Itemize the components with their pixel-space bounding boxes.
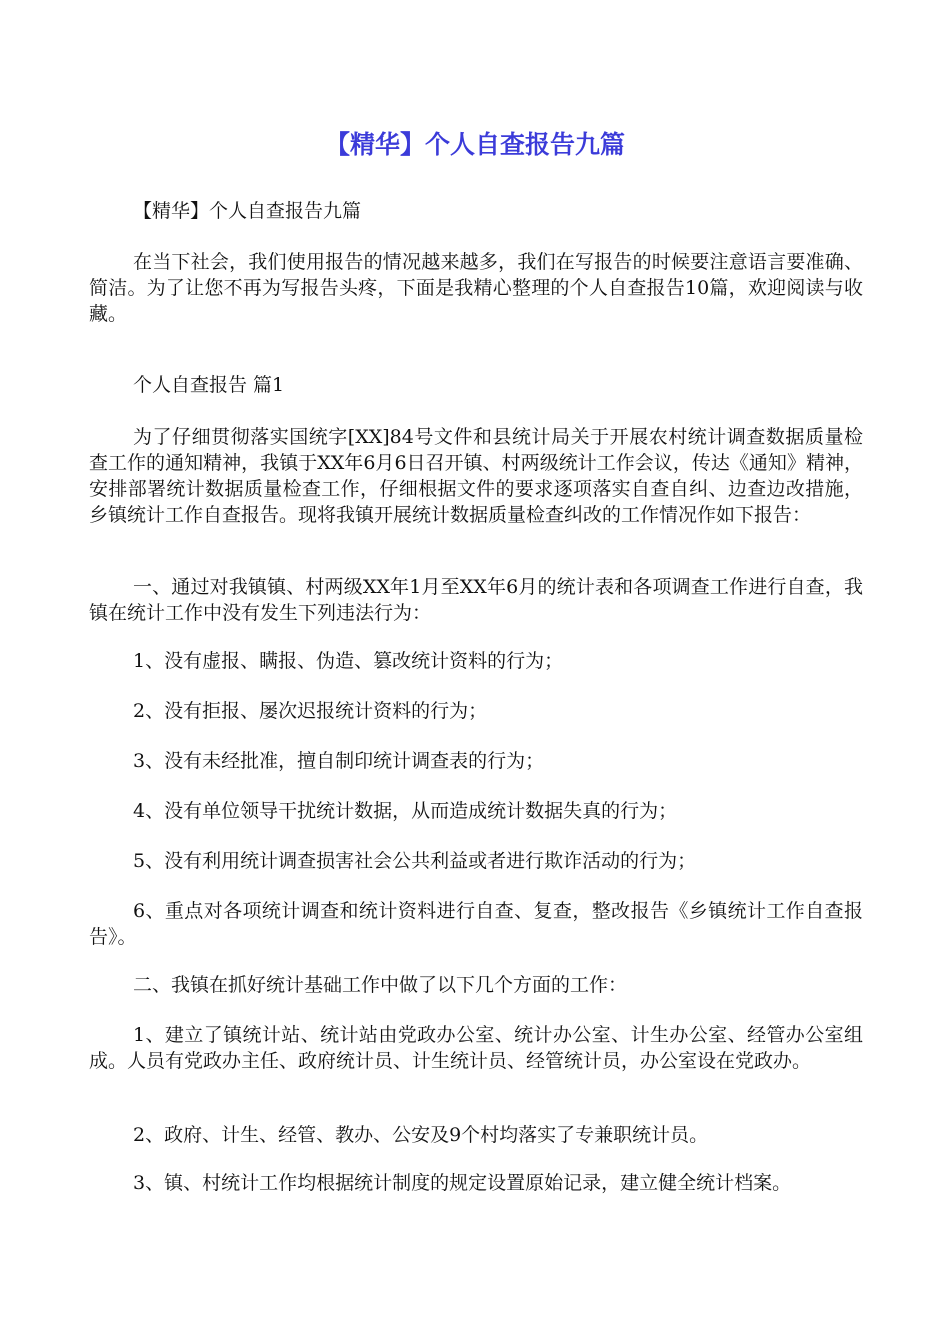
basic-work-item-3: 3、镇、村统计工作均根据统计制度的规定设置原始记录，建立健全统计档案。 — [133, 1172, 792, 1194]
paragraph-self-check: 一、通过对我镇镇、村两级XX年1月至XX年6月的统计表和各项调查工作进行自查，我镇在统计工作中没有发生下列违法行为： — [89, 576, 863, 624]
document-title: 【精华】个人自查报告九篇 — [324, 130, 625, 159]
basic-work-item-2: 2、政府、计生、经管、教办、公安及9个村均落实了专兼职统计员。 — [133, 1124, 709, 1146]
list-item-1: 1、没有虚报、瞒报、伪造、篡改统计资料的行为； — [133, 650, 564, 672]
paragraph-background: 为了仔细贯彻落实国统字[XX]84号文件和县统计局关于开展农村统计调查数据质量检查工作的通知精神，我镇于XX年6月6日召开镇、村两级统计工作会议，传达《通知》精神，安排部署统计数据质量检查工作，仔细根据文件的要求逐项落实自查自纠、边查边改措施，乡镇统计工作自查报告。现将我镇开展统计数据质量检查纠改的工作情况作如下报告： — [89, 426, 863, 526]
list-item-2: 2、没有拒报、屡次迟报统计资料的行为； — [133, 700, 488, 722]
basic-work-item-1: 1、建立了镇统计站、统计站由党政办公室、统计办公室、计生办公室、经管办公室组成。人员有党政办主任、政府统计员、计生统计员、经管统计员，办公室设在党政办。 — [89, 1024, 863, 1072]
list-item-6: 6、重点对各项统计调查和统计资料进行自查、复查，整改报告《乡镇统计工作自查报告》。 — [89, 900, 863, 948]
paragraph-subtitle: 【精华】个人自查报告九篇 — [133, 200, 362, 222]
list-item-4: 4、没有单位领导干扰统计数据，从而造成统计数据失真的行为； — [133, 800, 678, 822]
list-item-3: 3、没有未经批准，擅自制印统计调查表的行为； — [133, 750, 545, 772]
section-heading-2: 二、我镇在抓好统计基础工作中做了以下几个方面的工作： — [133, 974, 628, 996]
list-item-5: 5、没有利用统计调查损害社会公共利益或者进行欺诈活动的行为； — [133, 850, 697, 872]
paragraph-intro: 在当下社会，我们使用报告的情况越来越多，我们在写报告的时候要注意语言要准确、简洁。为了让您不再为写报告头疼，下面是我精心整理的个人自查报告10篇，欢迎阅读与收藏。 — [89, 251, 863, 325]
section-heading-1: 个人自查报告 篇1 — [133, 374, 285, 396]
